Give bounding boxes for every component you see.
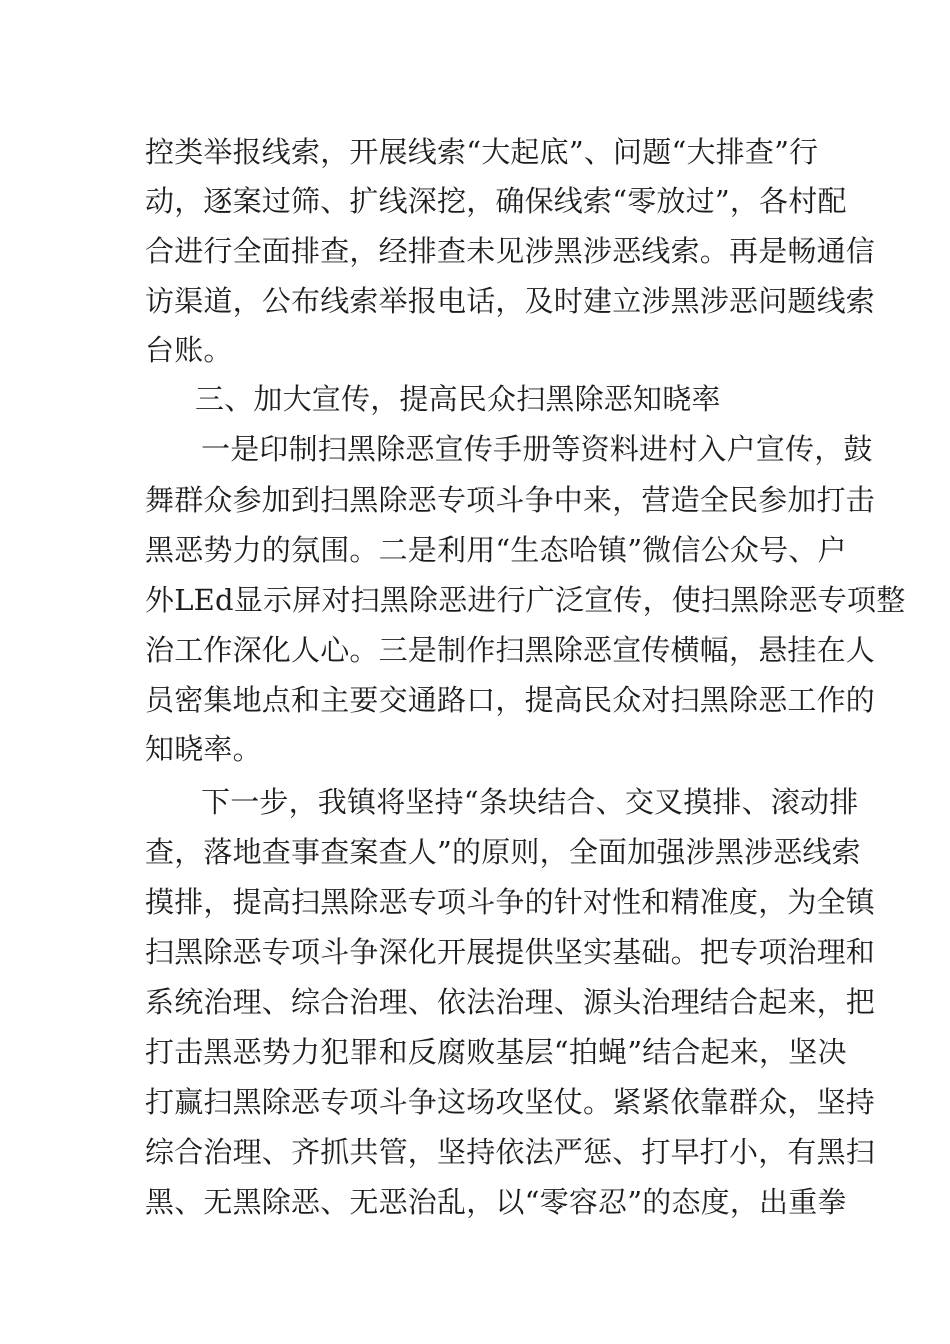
paragraph-1-line-2: 动，逐案过筛、扩线深挖，确保线索“零放过”，各村配 [145,184,847,218]
paragraph-2-line-5: 治工作深化人心。三是制作扫黑除恶宣传横幅，悬挂在人 [145,633,876,667]
paragraph-2-line-7: 知晓率。 [145,732,262,766]
paragraph-2-line-4: 外LEd显示屏对扫黑除恶进行广泛宣传，使扫黑除恶专项整 [145,583,906,617]
paragraph-3-line-4: 扫黑除恶专项斗争深化开展提供坚实基础。把专项治理和 [145,935,876,969]
paragraph-3-line-8: 综合治理、齐抓共管，坚持依法严惩、打早打小，有黑扫 [145,1135,876,1169]
paragraph-2-line-1: 一是印制扫黑除恶宣传手册等资料进村入户宣传，鼓 [201,432,873,466]
paragraph-2-line-2: 舞群众参加到扫黑除恶专项斗争中来，营造全民参加打击 [145,483,876,517]
paragraph-3-line-9: 黑、无黑除恶、无恶治乱，以“零容忍”的态度，出重拳 [145,1185,847,1219]
paragraph-3-line-3: 摸排，提高扫黑除恶专项斗争的针对性和精准度，为全镇 [145,885,876,919]
paragraph-3-line-2: 查，落地查事查案查人”的原则，全面加强涉黑涉恶线索 [145,835,861,869]
paragraph-3-line-6: 打击黑恶势力犯罪和反腐败基层“拍蝇”结合起来，坚决 [145,1035,847,1069]
paragraph-3-line-7: 打赢扫黑除恶专项斗争这场攻坚仗。紧紧依靠群众，坚持 [145,1085,876,1119]
paragraph-1-line-4: 访渠道，公布线索举报电话，及时建立涉黑涉恶问题线索 [145,284,876,318]
paragraph-1-line-5: 台账。 [145,333,233,367]
paragraph-1-line-3: 合进行全面排查，经排查未见涉黑涉恶线索。再是畅通信 [145,234,876,268]
paragraph-3-line-5: 系统治理、综合治理、依法治理、源头治理结合起来，把 [145,985,876,1019]
paragraph-2-line-3: 黑恶势力的氛围。二是利用“生态哈镇”微信公众号、户 [145,533,847,567]
section-heading: 三、加大宣传，提高民众扫黑除恶知晓率 [195,382,721,416]
paragraph-3-line-1: 下一步，我镇将坚持“条块结合、交叉摸排、滚动排 [201,785,859,819]
paragraph-2-line-6: 员密集地点和主要交通路口，提高民众对扫黑除恶工作的 [145,683,876,717]
paragraph-1-line-1: 控类举报线索，开展线索“大起底”、问题“大排查”行 [145,135,819,169]
